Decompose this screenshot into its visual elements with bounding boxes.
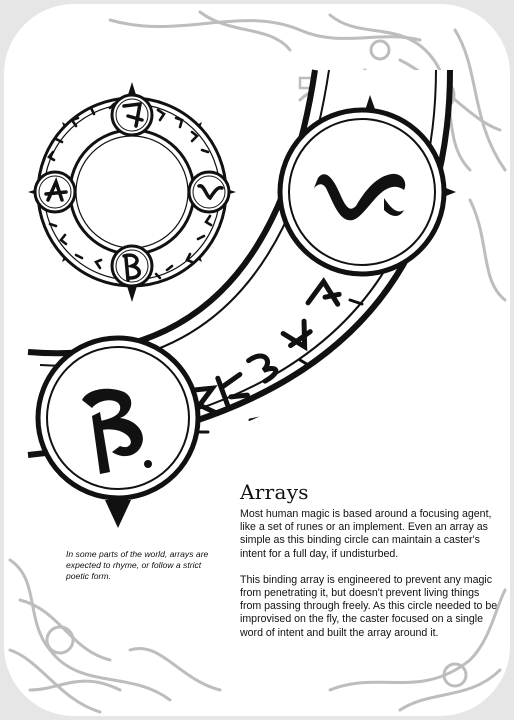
rune-node-top [112,95,152,135]
body-paragraph: Most human magic is based around a focusing agent, like a set of runes or an implement. Even an array as simple as this binding circle can maintain a caster's intent for a full day, if undisturbed. [240,508,492,560]
sidebar-note: In some parts of the world, arrays are expected to rhyme, or follow a strict poetic form. [66,549,209,581]
rune-node-bottom [112,246,152,286]
large-rune-node-lower [38,338,200,528]
rune-node-right [189,172,229,212]
section-title: Arrays [240,480,309,504]
corner-ornament-bottom-left-icon [10,560,220,712]
small-binding-circle-icon [28,82,236,302]
body-paragraph: This binding array is engineered to prevent any magic from penetrating it, but doesn't prevent living things from passing through freely. As this circle needed to be improvised on the fly, the caster focused on a single word of intent and built the array around it. [240,573,498,639]
section-body [240,508,502,653]
rune-node-left [35,172,75,212]
